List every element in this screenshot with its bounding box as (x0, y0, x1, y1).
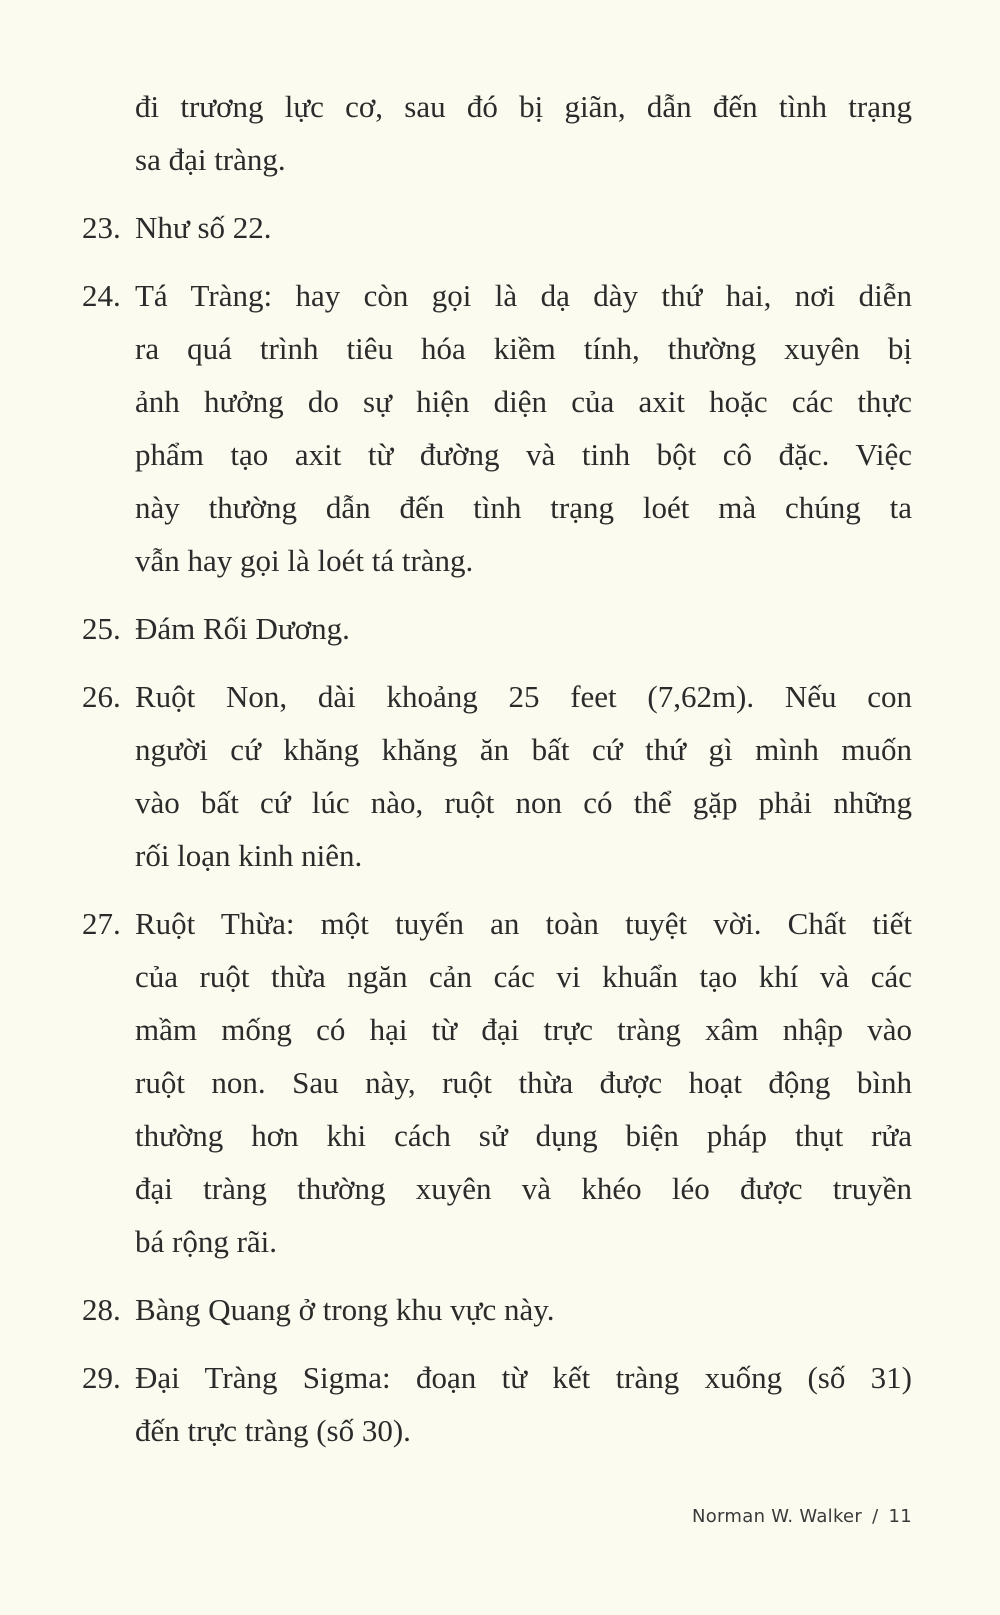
list-item (82, 602, 912, 655)
list-item (82, 269, 912, 587)
text-line: người cứ khăng khăng ăn bất cứ thứ gì mình muốn (135, 732, 912, 767)
text-line: Tá Tràng: hay còn gọi là dạ dày thứ hai, nơi diễn (135, 278, 912, 313)
list-item (82, 670, 912, 882)
text-line: Đám Rối Dương. (135, 611, 350, 646)
text-line: này thường dẫn đến tình trạng loét mà chúng ta (135, 490, 912, 525)
list-item (82, 1283, 912, 1336)
item-number: 29. (82, 1360, 121, 1395)
item-number: 27. (82, 906, 121, 941)
text-line: mầm mống có hại từ đại trực tràng xâm nhập vào (135, 1012, 912, 1047)
text-line: ruột non. Sau này, ruột thừa được hoạt động bình (135, 1065, 912, 1100)
text-line: Như số 22. (135, 210, 272, 245)
page-number: 11 (888, 1506, 912, 1527)
footer-separator: / (872, 1506, 879, 1527)
list-item (82, 201, 912, 254)
item-text (135, 897, 912, 1268)
footer-author: Norman W. Walker (691, 1506, 863, 1527)
text-line: đại tràng thường xuyên và khéo léo được truyền (135, 1171, 912, 1206)
text-line: đến trực tràng (số 30). (135, 1413, 411, 1448)
list-item (82, 80, 912, 186)
item-text (135, 670, 912, 882)
text-line: của ruột thừa ngăn cản các vi khuẩn tạo khí và các (135, 959, 912, 994)
text-line: rối loạn kinh niên. (135, 838, 363, 873)
text-line: vẫn hay gọi là loét tá tràng. (135, 543, 474, 578)
text-line: vào bất cứ lúc nào, ruột non có thể gặp phải những (135, 785, 912, 820)
item-number: 25. (82, 611, 121, 646)
text-line: Ruột Non, dài khoảng 25 feet (7,62m). Nếu con (135, 679, 912, 714)
text-line: thường hơn khi cách sử dụng biện pháp thụt rửa (135, 1118, 912, 1153)
item-text (135, 201, 912, 254)
item-text (135, 1283, 912, 1336)
text-line: bá rộng rãi. (135, 1224, 278, 1259)
list-item (82, 1351, 912, 1457)
text-line: phẩm tạo axit từ đường và tinh bột cô đặc. Việc (135, 437, 912, 472)
text-line: Đại Tràng Sigma: đoạn từ kết tràng xuống (số 31) (135, 1360, 912, 1395)
text-line: đi trương lực cơ, sau đó bị giãn, dẫn đến tình trạng (135, 89, 912, 124)
text-line: ra quá trình tiêu hóa kiềm tính, thường xuyên bị (135, 331, 912, 366)
running-footer (692, 1506, 912, 1527)
text-line: sa đại tràng. (135, 142, 286, 177)
item-text (135, 1351, 912, 1457)
item-number: 23. (82, 210, 121, 245)
item-number: 24. (82, 278, 121, 313)
item-text (135, 269, 912, 587)
item-text (135, 80, 912, 186)
page-body (82, 80, 912, 1457)
item-text (135, 602, 912, 655)
text-line: Ruột Thừa: một tuyến an toàn tuyệt vời. Chất tiết (135, 906, 912, 941)
item-number: 28. (82, 1292, 121, 1327)
item-number: 26. (82, 679, 121, 714)
text-line: Bàng Quang ở trong khu vực này. (135, 1292, 555, 1327)
list-item (82, 897, 912, 1268)
text-line: ảnh hưởng do sự hiện diện của axit hoặc các thực (135, 384, 912, 419)
